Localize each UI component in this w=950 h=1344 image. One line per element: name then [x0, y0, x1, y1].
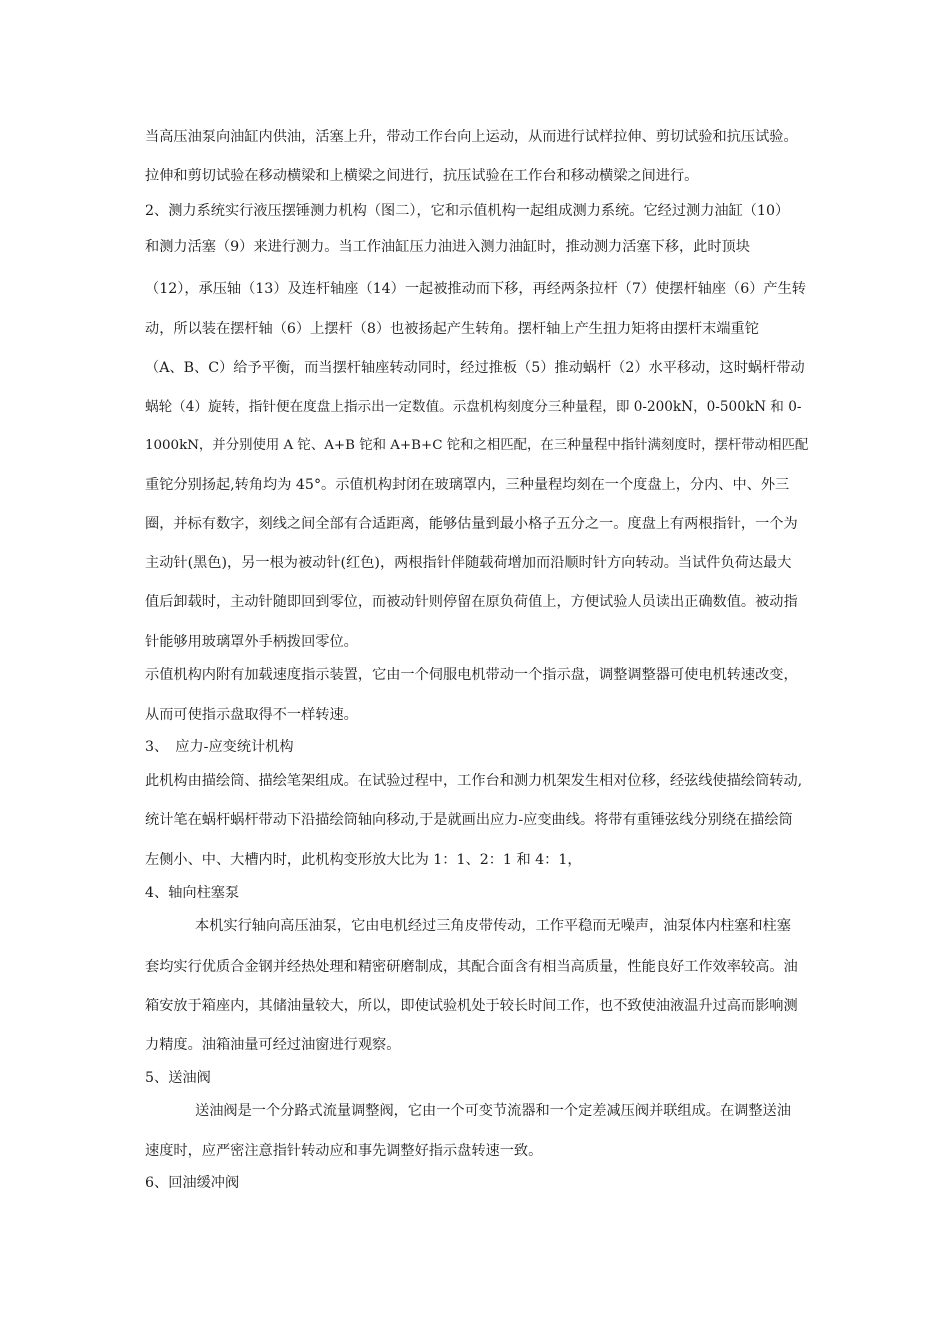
paragraph-line: 力精度。油箱油量可经过油窗进行观察。 [145, 1037, 401, 1053]
section-heading-6: 6、回油缓冲阀 [145, 1175, 240, 1191]
paragraph-line: 速度时，应严密注意指针转动应和事先调整好指示盘转速一致。 [145, 1143, 543, 1159]
paragraph-line: 圈，并标有数字，刻线之间全部有合适距离，能够估量到最小格子五分之一。度盘上有两根指针，一个为 [145, 516, 798, 532]
paragraph-line: 动，所以装在摆杆轴（6）上摆杆（8）也被扬起产生转角。摆杆轴上产生扭力矩将由摆杆末端重铊 [145, 321, 759, 337]
paragraph-line: 统计笔在蜗杆蜗杆带动下沿描绘筒轴向移动,于是就画出应力-应变曲线。将带有重锤弦线分别绕在描绘筒 [145, 812, 793, 828]
paragraph-line: 左侧小、中、大槽内时，此机构变形放大比为 1：1、2：1 和 4：1， [145, 852, 582, 868]
paragraph-line: 针能够用玻璃罩外手柄拨回零位。 [145, 634, 358, 650]
paragraph-line: 主动针(黑色)，另一根为被动针(红色)，两根指针伴随载荷增加而沿顺时针方向转动。当试件负荷达最大 [145, 555, 792, 571]
paragraph-line: 本机实行轴向高压油泵，它由电机经过三角皮带传动，工作平稳而无噪声，油泵体内柱塞和柱塞 [195, 918, 791, 934]
paragraph-line: 套均实行优质合金钢并经热处理和精密研磨制成，其配合面含有相当高质量，性能良好工作效率较高。油 [145, 959, 798, 975]
paragraph-line: （A、B、C）给予平衡，而当摆杆轴座转动同时，经过推板（5）推动蜗杆（2）水平移动，这时蜗杆带动 [145, 360, 805, 376]
section-heading-4: 4、轴向柱塞泵 [145, 885, 240, 901]
paragraph-line: 此机构由描绘筒、描绘笔架组成。在试验过程中，工作台和测力机架发生相对位移，经弦线使描绘筒转动, [145, 773, 803, 789]
section-heading-3: 3、 应力-应变统计机构 [145, 739, 294, 755]
paragraph-line: 值后卸载时，主动针随即回到零位，而被动针则停留在原负荷值上，方便试验人员读出正确数值。被动指 [145, 594, 798, 610]
paragraph-line: 送油阀是一个分路式流量调整阀，它由一个可变节流器和一个定差减压阀并联组成。在调整送油 [195, 1103, 791, 1119]
paragraph-line: 当高压油泵向油缸内供油，活塞上升，带动工作台向上运动，从而进行试样拉伸、剪切试验和抗压试验。 [145, 129, 798, 145]
paragraph-line: 1000kN，并分别使用 A 铊、A+B 铊和 A+B+C 铊和之相匹配，在三种量程中指针满刻度时，摆杆带动相匹配 [145, 438, 809, 453]
paragraph-line: 重铊分别扬起,转角均为 45°。示值机构封闭在玻璃罩内，三种量程均刻在一个度盘上，分内、中、外三 [145, 477, 790, 493]
section-heading-5: 5、送油阀 [145, 1070, 211, 1086]
paragraph-line: 从而可使指示盘取得不一样转速。 [145, 707, 358, 723]
paragraph-line: （12），承压轴（13）及连杆轴座（14）一起被推动而下移，再经两条拉杆（7）使摆杆轴座（6）产生转 [145, 281, 806, 297]
paragraph-line: 拉伸和剪切试验在移动横梁和上横梁之间进行，抗压试验在工作台和移动横梁之间进行。 [145, 168, 699, 184]
paragraph-line: 蜗轮（4）旋转，指针便在度盘上指示出一定数值。示盘机构刻度分三种量程，即 0-200kN，0-500kN 和 0- [145, 399, 802, 415]
paragraph-line: 示值机构内附有加载速度指示装置，它由一个伺服电机带动一个指示盘，调整调整器可使电机转速改变， [145, 667, 798, 683]
paragraph-line: 和测力活塞（9）来进行测力。当工作油缸压力油进入测力油缸时，推动测力活塞下移，此时顶块 [145, 239, 750, 255]
paragraph-line: 箱安放于箱座内，其储油量较大，所以，即使试验机处于较长时间工作，也不致使油液温升过高而影响测 [145, 998, 798, 1014]
section-heading-2: 2、测力系统实行液压摆锤测力机构（图二），它和示值机构一起组成测力系统。它经过测力油缸（10） [145, 203, 790, 219]
